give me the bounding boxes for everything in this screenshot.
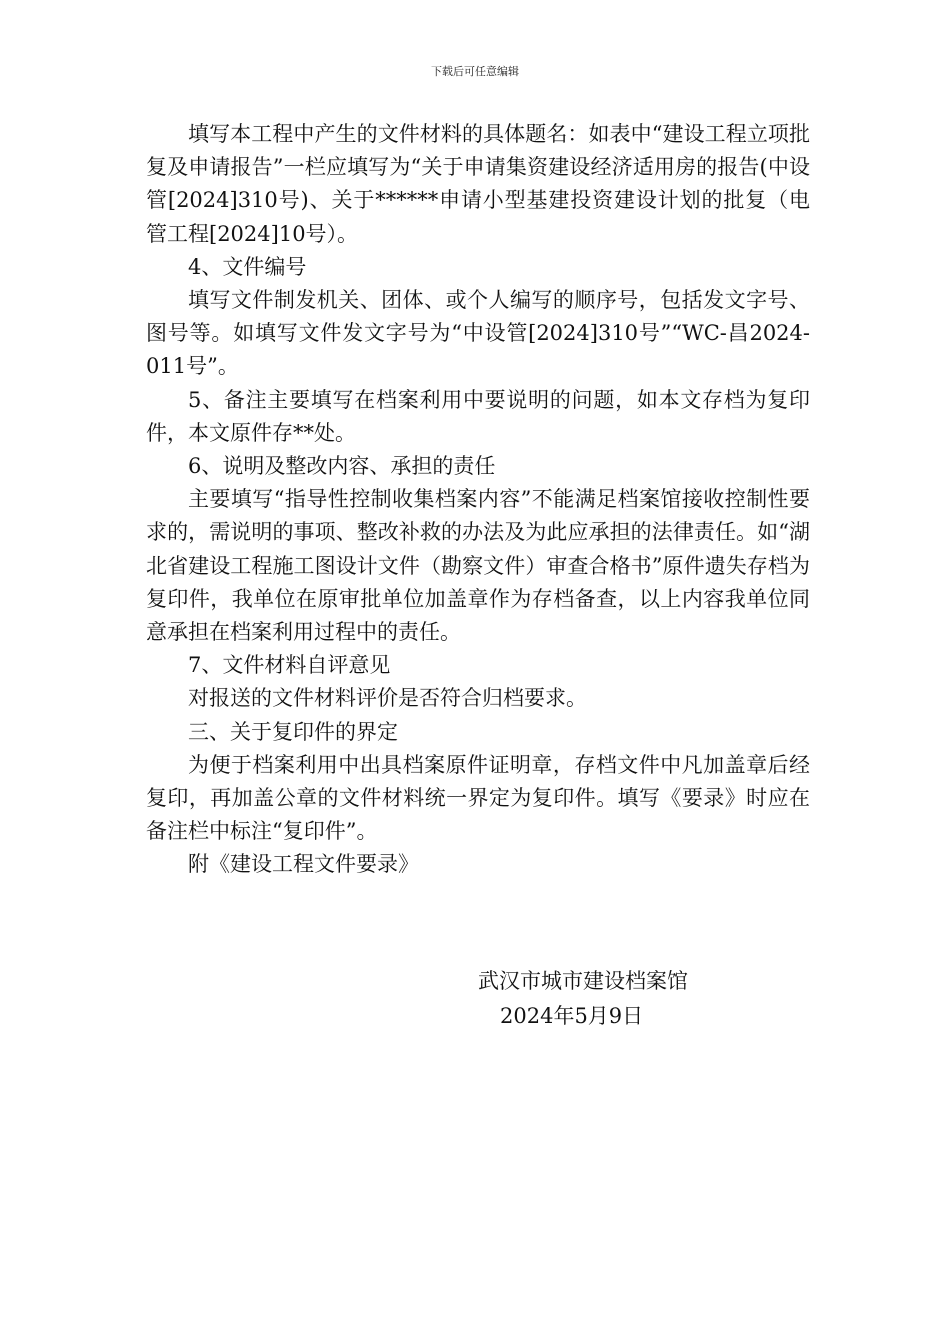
paragraph-responsibility: 主要填写“指导性控制收集档案内容”不能满足档案馆接收控制性要求的，需说明的事项、整改补救的办法及为此应承担的法律责任。如“湖北省建设工程施工图设计文件（勘察文件）审查合格书”原件遗失存档为复印件，我单位在原审批单位加盖章作为存档备查，以上内容我单位同意承担在档案利用过程中的责任。 xyxy=(146,487,810,645)
section-heading-self-evaluation: 7、文件材料自评意见 xyxy=(188,653,391,678)
section-heading-responsibility: 6、说明及整改内容、承担的责任 xyxy=(188,454,496,479)
signature-organization: 武汉市城市建设档案馆 xyxy=(478,969,688,993)
document-body xyxy=(146,118,810,882)
section-heading-copy-definition: 三、关于复印件的界定 xyxy=(188,719,398,744)
paragraph-attachment: 附《建设工程文件要录》 xyxy=(188,852,419,877)
paragraph-self-evaluation: 对报送的文件材料评价是否符合归档要求。 xyxy=(188,686,587,711)
paragraph-file-number: 填写文件制发机关、团体、或个人编写的顺序号，包括发文字号、图号等。如填写文件发文字号为“中设管[2024]310号”“WC-昌2024-011号”。 xyxy=(146,288,810,379)
paragraph-remarks: 5、备注主要填写在档案利用中要说明的问题，如本文存档为复印件，本文原件存**处。 xyxy=(146,387,810,445)
page-header-note: 下载后可任意编辑 xyxy=(431,65,519,78)
paragraph-title-filling: 填写本工程中产生的文件材料的具体题名：如表中“建设工程立项批复及申请报告”一栏应填写为“关于申请集资建设经济适用房的报告(中设管[2024]310号)、关于******申请小型基建投资建设计划的批复（电管工程[2024]10号）。 xyxy=(146,122,810,246)
paragraph-copy-definition: 为便于档案利用中出具档案原件证明章，存档文件中凡加盖章后经复印，再加盖公章的文件材料统一界定为复印件。填写《要录》时应在备注栏中标注“复印件”。 xyxy=(146,752,810,844)
signature-date: 2024年5月9日 xyxy=(500,1004,644,1028)
section-heading-file-number: 4、文件编号 xyxy=(188,254,307,279)
